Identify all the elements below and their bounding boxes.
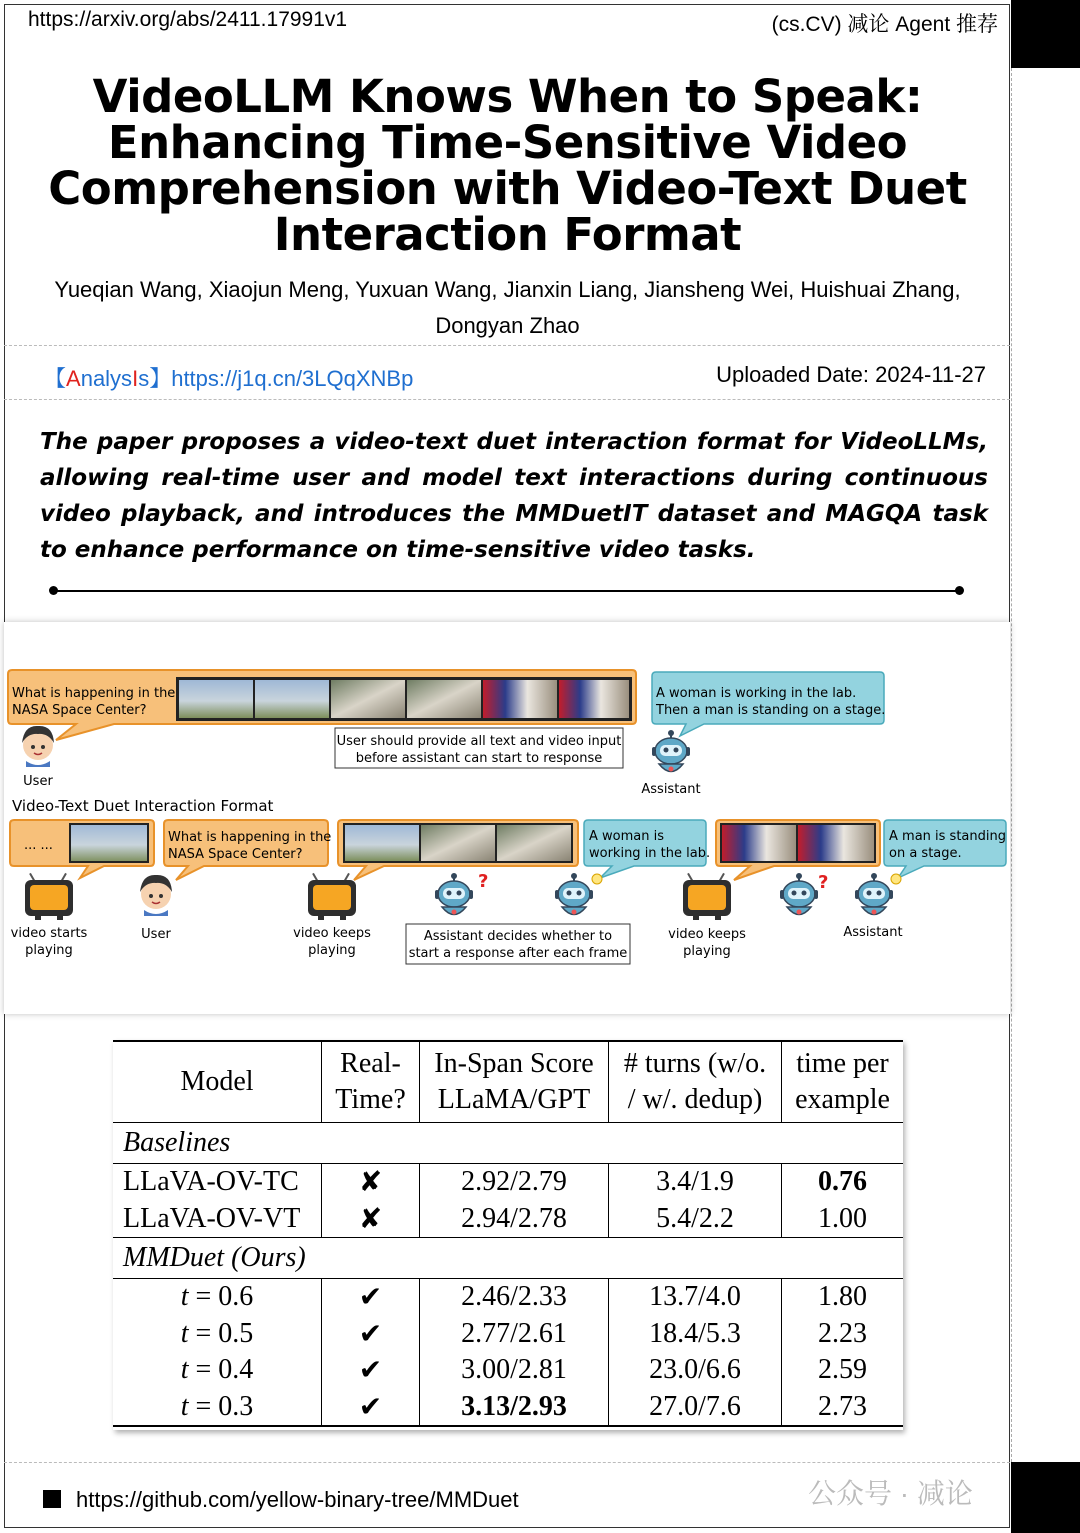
- video-starts-line: playing: [25, 943, 73, 958]
- corner-block-top: [1011, 0, 1080, 68]
- video-keeps-line: playing: [308, 943, 356, 958]
- authors-line: Dongyan Zhao: [435, 313, 580, 338]
- analysis-url[interactable]: https://j1q.cn/3LQqXNBp: [171, 366, 414, 391]
- section-baselines: Baselines: [113, 1123, 903, 1164]
- results-table: [113, 1040, 903, 1427]
- user-label: User: [23, 774, 53, 789]
- authors-line: Yueqian Wang, Xiaojun Meng, Yuxuan Wang, Jianxin Liang, Jiansheng Wei, Huishuai Zhang,: [54, 277, 961, 302]
- duet-video-bubble-2: [716, 820, 880, 880]
- github-link[interactable]: https://github.com/yellow-binary-tree/MMDuet: [76, 1487, 519, 1512]
- header-turns: # turns (w/o. / w/. dedup): [609, 1041, 782, 1123]
- right-strip: [1011, 68, 1018, 1462]
- format-label: Video-Text Duet Interaction Format: [12, 797, 274, 815]
- table-row: LLaVA-OV-TC ✘ 2.92/2.79 3.4/1.9 0.76: [113, 1164, 903, 1201]
- tv-icon: [308, 873, 356, 920]
- corner-block-bottom: [1011, 1462, 1080, 1533]
- header-inspan: In-Span Score LLaMA/GPT: [420, 1041, 609, 1123]
- uploaded-date: Uploaded Date: 2024-11-27: [716, 362, 986, 387]
- user-icon: [22, 726, 54, 767]
- robot-icon: [652, 730, 690, 772]
- overview-figure: [4, 622, 1010, 1014]
- title-line: Enhancing Time-Sensitive Video: [107, 116, 908, 169]
- title-line: VideoLLM Knows When to Speak:: [92, 70, 923, 123]
- analysis-letter: I: [132, 366, 139, 391]
- question-mark-icon: ?: [478, 871, 489, 892]
- duet-answer-line: A woman is: [589, 829, 664, 844]
- title-line: Comprehension with Video-Text Duet: [48, 162, 967, 215]
- assistant-label: Assistant: [843, 925, 903, 940]
- square-bullet-icon: [43, 1490, 61, 1508]
- decide-line: start a response after each frame: [408, 946, 628, 961]
- note-line: User should provide all text and video input: [336, 734, 622, 749]
- table-row: t = 0.6 ✔ 2.46/2.33 13.7/4.0 1.80: [113, 1279, 903, 1316]
- duet-answer-line: working in the lab.: [589, 846, 711, 861]
- line-end-dot: [955, 586, 964, 595]
- duet-question-line: NASA Space Center?: [168, 847, 303, 862]
- header-realtime: Real- Time?: [322, 1041, 420, 1123]
- lightbulb-icon: [891, 874, 901, 884]
- decide-line: Assistant decides whether to: [423, 929, 613, 944]
- footer-divider: [4, 1462, 1010, 1463]
- divider: [4, 345, 1010, 346]
- arxiv-url[interactable]: https://arxiv.org/abs/2411.17991v1: [28, 8, 348, 31]
- duet-answer-bubble-1: [584, 820, 710, 878]
- section-mmduet: MMDuet (Ours): [113, 1238, 903, 1279]
- table-header-row: [113, 1041, 903, 1123]
- duet-answer-bubble-2: [884, 820, 1006, 878]
- bracket: 【: [44, 366, 67, 391]
- tv-icon: [25, 873, 73, 920]
- analysis-link-row[interactable]: [44, 362, 413, 393]
- note-line: before assistant can start to response: [355, 751, 603, 766]
- table-row: t = 0.5 ✔ 2.77/2.61 18.4/5.3 2.23: [113, 1316, 903, 1353]
- duet-answer-line: on a stage.: [889, 846, 962, 861]
- top-answer-line: A woman is working in the lab.: [656, 686, 857, 701]
- table-row: t = 0.3 ✔ 3.13/2.93 27.0/7.6 2.73: [113, 1389, 903, 1427]
- duet-answer-line: A man is standing: [889, 829, 1006, 844]
- header-time: time per example: [782, 1041, 904, 1123]
- bracket: 】: [149, 366, 172, 391]
- top-answer-bubble: [652, 672, 885, 736]
- user-label: User: [141, 927, 171, 942]
- abstract-summary: The paper proposes a video-text duet interaction format for VideoLLMs, allowing real-time user and model text interactions during continuous video playback, and introduces the MMDuetIT dataset and MAGQA task to enhance performance on time-sensitive video tasks.: [40, 429, 988, 563]
- video-strip-top: [176, 677, 632, 721]
- video-keeps-line: playing: [683, 944, 731, 959]
- robot-icon: [780, 873, 818, 915]
- separator-line: [52, 590, 962, 592]
- author-list: [10, 272, 1005, 344]
- video-keeps-line: video keeps: [668, 927, 746, 942]
- video-keeps-line: video keeps: [293, 926, 371, 941]
- divider: [4, 399, 1010, 400]
- duet-video-bubble-1: [338, 820, 578, 880]
- duet-question-line: What is happening in the: [168, 830, 332, 845]
- top-question-line: What is happening in the: [12, 686, 176, 701]
- table-row: t = 0.4 ✔ 3.00/2.81 23.0/6.6 2.59: [113, 1352, 903, 1389]
- duet-question-bubble: [164, 820, 331, 880]
- ellipsis-bubble: [10, 820, 154, 878]
- note-box-top: [335, 728, 623, 768]
- question-mark-icon: ?: [818, 872, 829, 893]
- user-icon: [140, 875, 172, 916]
- paper-title: [40, 70, 975, 261]
- top-answer-line: Then a man is standing on a stage.: [656, 703, 886, 718]
- table-row: LLaVA-OV-VT ✘ 2.94/2.78 5.4/2.2 1.00: [113, 1201, 903, 1238]
- top-question-line: NASA Space Center?: [12, 703, 147, 718]
- tv-icon: [683, 873, 731, 920]
- robot-icon: [855, 873, 893, 915]
- header-model: Model: [180, 1066, 254, 1097]
- video-starts-line: video starts: [10, 926, 88, 941]
- robot-icon: [435, 873, 473, 915]
- lightbulb-icon: [592, 874, 602, 884]
- assistant-label: Assistant: [641, 782, 701, 797]
- robot-icon: [555, 873, 593, 915]
- analysis-letter: A: [66, 366, 81, 391]
- category-label: (cs.CV) 减论 Agent 推荐: [771, 13, 998, 36]
- watermark: 公众号 · 减论: [808, 1478, 973, 1509]
- analysis-text: nalys: [80, 366, 133, 391]
- title-line: Interaction Format: [273, 208, 742, 261]
- analysis-text: s: [138, 366, 150, 391]
- note-box-bottom: [406, 924, 630, 964]
- ellipsis-text: ... ...: [24, 838, 53, 853]
- results-table-card: [113, 1040, 903, 1430]
